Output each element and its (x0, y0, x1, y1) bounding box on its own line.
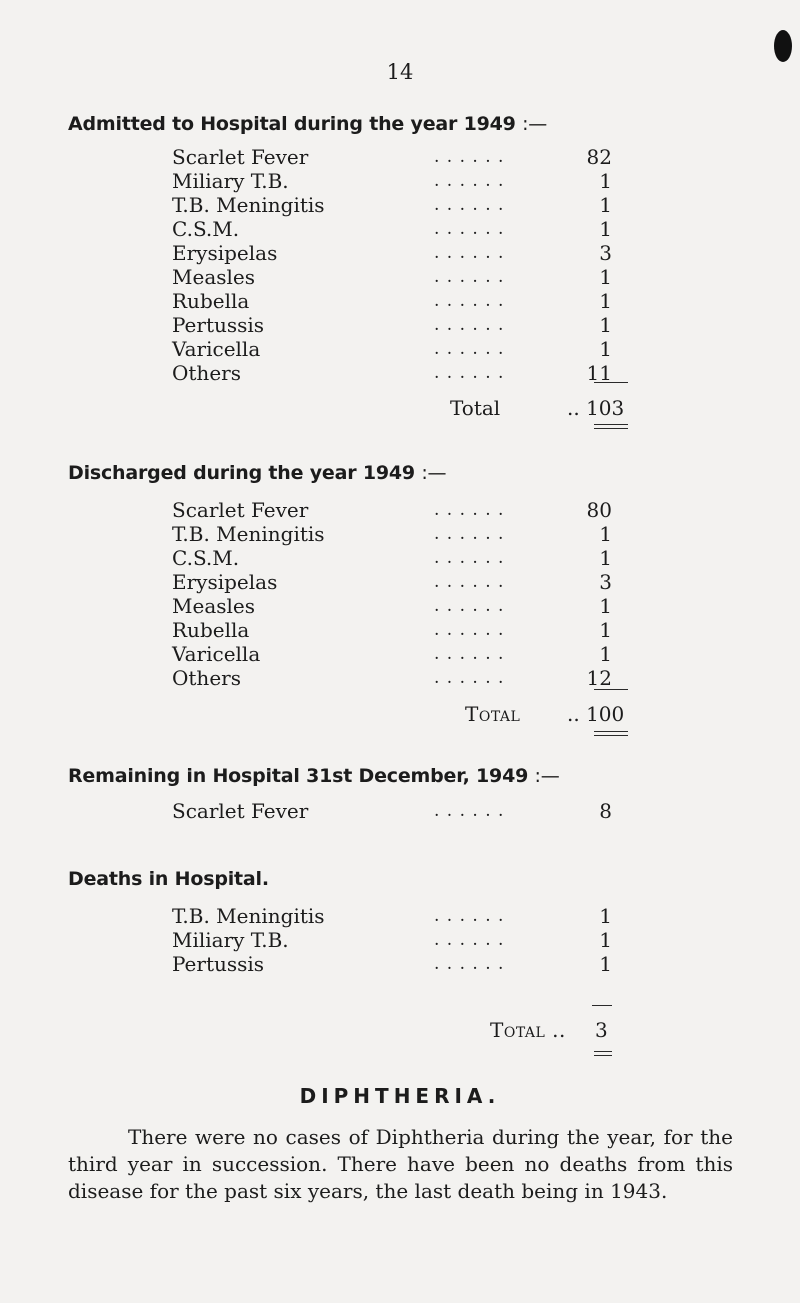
row-label: Scarlet Fever (172, 498, 309, 522)
row-label: Others (172, 361, 241, 385)
leader-dots: . . . . . . (434, 620, 505, 640)
row-value: 3 (599, 570, 612, 594)
double-rule-bottom (594, 428, 628, 429)
row-label: Scarlet Fever (172, 145, 309, 169)
page-number: 14 (386, 60, 414, 84)
leader-dots: . . . . . . (434, 524, 505, 544)
row-value: 1 (599, 337, 612, 361)
row-value: 80 (586, 498, 612, 522)
row-label: T.B. Meningitis (172, 904, 325, 928)
double-rule-bottom (594, 1055, 612, 1056)
leader-dots: . . . . . . (434, 954, 505, 974)
table-row (172, 498, 612, 522)
remaining-heading-suffix: :— (534, 765, 560, 787)
discharged-list (172, 498, 612, 690)
row-label: T.B. Meningitis (172, 193, 325, 217)
row-value: 1 (599, 313, 612, 337)
leader-dots: . . . . . . (434, 500, 505, 520)
admitted-total-value: .. 103 (567, 396, 625, 420)
leader-dots: . . . . . . (434, 363, 505, 383)
table-row (172, 570, 612, 594)
diphtheria-paragraph: There were no cases of Diphtheria during the year, for the third year in succession. There have been no deaths from this disease for the past six years, the last death being in 1943. (68, 1125, 733, 1203)
admitted-total-label: Total (450, 396, 501, 420)
row-value: 12 (586, 666, 612, 690)
row-label: Measles (172, 265, 255, 289)
leader-dots: . . . . . . (434, 339, 505, 359)
table-row (172, 289, 612, 313)
row-value: 1 (599, 618, 612, 642)
row-value: 1 (599, 928, 612, 952)
ink-blot (774, 30, 792, 62)
row-label: Miliary T.B. (172, 169, 289, 193)
deaths-list (172, 904, 612, 976)
row-value: 1 (599, 193, 612, 217)
admitted-heading-suffix: :— (522, 113, 548, 135)
discharged-total-value: .. 100 (567, 702, 625, 726)
discharged-total-label: Total (465, 702, 521, 726)
deaths-total-value: 3 (595, 1018, 608, 1042)
row-value: 1 (599, 265, 612, 289)
deaths-heading-text: Deaths in Hospital. (68, 868, 269, 890)
leader-dots: . . . . . . (434, 801, 505, 821)
table-row (172, 594, 612, 618)
row-label: Scarlet Fever (172, 799, 309, 823)
row-label: Varicella (172, 642, 261, 666)
leader-dots: . . . . . . (434, 219, 505, 239)
table-row (172, 217, 612, 241)
leader-dots: . . . . . . (434, 147, 505, 167)
leader-dots: . . . . . . (434, 291, 505, 311)
table-row (172, 145, 612, 169)
table-row (172, 799, 612, 823)
row-value: 3 (599, 241, 612, 265)
leader-dots: . . . . . . (434, 930, 505, 950)
leader-dots: . . . . . . (434, 315, 505, 335)
row-label: Pertussis (172, 313, 265, 337)
row-label: Pertussis (172, 952, 265, 976)
table-row (172, 193, 612, 217)
table-row (172, 546, 612, 570)
row-label: Erysipelas (172, 570, 278, 594)
row-label: T.B. Meningitis (172, 522, 325, 546)
admitted-heading (68, 113, 547, 135)
row-label: Others (172, 666, 241, 690)
double-rule-bottom (594, 735, 628, 736)
leader-dots: . . . . . . (434, 572, 505, 592)
row-value: 1 (599, 169, 612, 193)
leader-dots: . . . . . . (434, 267, 505, 287)
leader-dots: . . . . . . (434, 906, 505, 926)
row-label: Erysipelas (172, 241, 278, 265)
row-label: C.S.M. (172, 217, 240, 241)
table-row (172, 952, 612, 976)
row-label: C.S.M. (172, 546, 240, 570)
row-value: 1 (599, 594, 612, 618)
table-row (172, 313, 612, 337)
double-rule-top (594, 1051, 612, 1052)
table-row (172, 361, 612, 385)
discharged-heading-text: Discharged during the year 1949 (68, 462, 415, 484)
double-rule-top (594, 731, 628, 732)
admitted-list (172, 145, 612, 385)
table-row (172, 642, 612, 666)
remaining-list (172, 799, 612, 823)
double-rule-top (594, 424, 628, 425)
row-label: Rubella (172, 289, 250, 313)
leader-dots: . . . . . . (434, 548, 505, 568)
table-row (172, 666, 612, 690)
row-value: 82 (586, 145, 612, 169)
row-label: Measles (172, 594, 255, 618)
row-value: 1 (599, 289, 612, 313)
row-value: 8 (599, 799, 612, 823)
leader-dots: . . . . . . (434, 668, 505, 688)
total-rule (594, 689, 628, 690)
admitted-heading-text: Admitted to Hospital during the year 1949 (68, 113, 516, 135)
row-value: 11 (586, 361, 612, 385)
row-value: 1 (599, 904, 612, 928)
table-row (172, 928, 612, 952)
leader-dots: . . . . . . (434, 195, 505, 215)
table-row (172, 618, 612, 642)
deaths-heading (68, 868, 269, 890)
row-value: 1 (599, 522, 612, 546)
remaining-heading (68, 765, 560, 787)
row-label: Varicella (172, 337, 261, 361)
leader-dots: . . . . . . (434, 171, 505, 191)
table-row (172, 522, 612, 546)
discharged-heading (68, 462, 446, 484)
leader-dots: . . . . . . (434, 596, 505, 616)
table-row (172, 169, 612, 193)
deaths-total-label: Total .. (490, 1018, 566, 1042)
row-value: 1 (599, 952, 612, 976)
table-row (172, 337, 612, 361)
discharged-heading-suffix: :— (421, 462, 447, 484)
table-row (172, 265, 612, 289)
leader-dots: . . . . . . (434, 644, 505, 664)
total-rule (592, 1005, 612, 1006)
diphtheria-title: DIPHTHERIA. (299, 1084, 501, 1108)
leader-dots: . . . . . . (434, 243, 505, 263)
row-value: 1 (599, 546, 612, 570)
row-value: 1 (599, 217, 612, 241)
row-label: Rubella (172, 618, 250, 642)
row-label: Miliary T.B. (172, 928, 289, 952)
table-row (172, 904, 612, 928)
row-value: 1 (599, 642, 612, 666)
remaining-heading-text: Remaining in Hospital 31st December, 1949 (68, 765, 529, 787)
total-rule (594, 382, 628, 383)
table-row (172, 241, 612, 265)
